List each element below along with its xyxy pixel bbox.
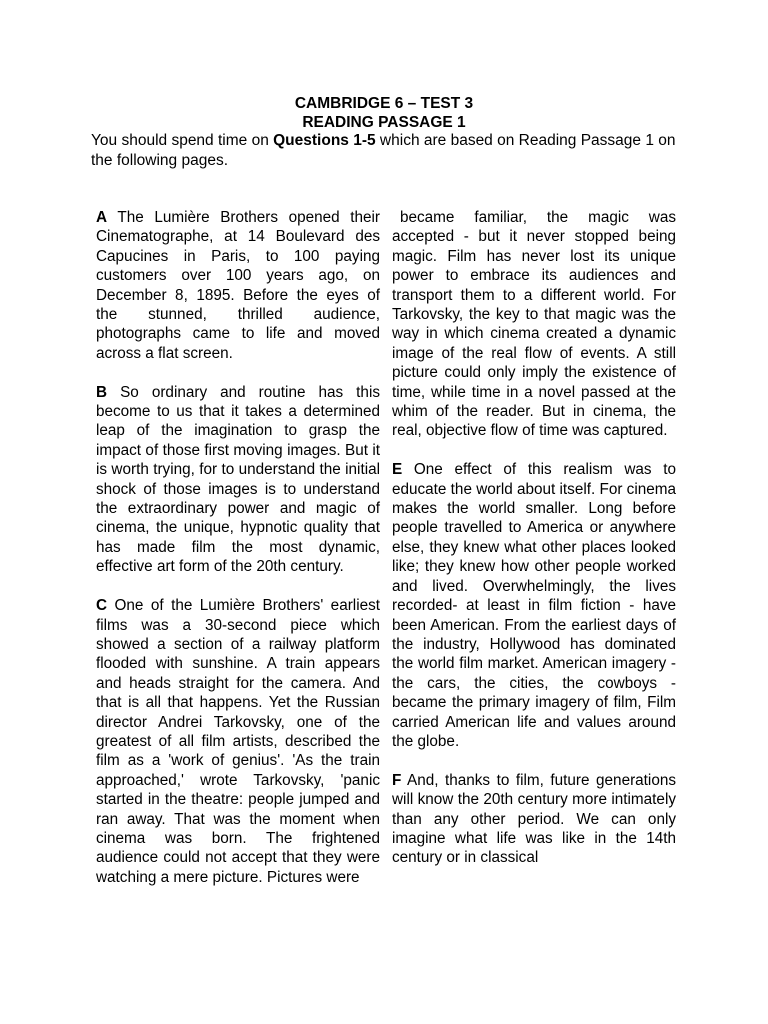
right-column bbox=[392, 208, 676, 887]
paragraph-a bbox=[96, 208, 380, 363]
test-title: CAMBRIDGE 6 – TEST 3 bbox=[294, 95, 474, 112]
paragraph-b bbox=[96, 383, 380, 577]
instructions-text-before: You should spend time on bbox=[91, 132, 274, 149]
paragraph-e-text: One effect of this realism was to educate the world about itself. For cinema makes the world smaller. Long before people travelled to America or anywhere else, they knew what other places looked like; they knew how other people worked and lived. Overwhelmingly, the lives recorded- at least in film fiction - have been American. From the earliest days of the industry, Hollywood has dominated the world film market. American imagery - the cars, the cities, the cowboys - became the primary imagery of film, Film carried American life and values around the globe. bbox=[392, 461, 676, 750]
paragraph-c bbox=[96, 596, 380, 887]
paragraph-e bbox=[392, 460, 676, 751]
paragraph-e-letter: E bbox=[392, 461, 403, 479]
paragraph-a-text: The Lumière Brothers opened their Cinematographe, at 14 Boulevard des Capucines in Paris, to 100 paying customers over 100 years ago, on December 8, 1895. Before the eyes of the stunned, thrilled audience, photographs came to life and moved across a flat screen. bbox=[96, 209, 380, 362]
paragraph-d-continued-text: became familiar, the magic was accepted - but it never stopped being magic. Film has never lost its unique power to embrace its audiences and transport them to a different world. For Tarkovsky, the key to that magic was the way in which cinema created a dynamic image of the real flow of events. A still picture could only imply the existence of time, while time in a novel passed at the whim of the reader. But in cinema, the real, objective flow of time was captured. bbox=[392, 209, 676, 440]
paragraph-c-letter: C bbox=[96, 597, 108, 615]
paragraph-f-text: And, thanks to film, future generations will know the 20th century more intimately than any other period. We can only imagine what life was like in the 14th century or in classical bbox=[392, 771, 676, 867]
paragraph-d-continued bbox=[392, 208, 676, 441]
passage-title: READING PASSAGE 1 bbox=[302, 114, 466, 131]
instructions bbox=[91, 131, 691, 171]
instructions-text-after: which are based on Reading Passage 1 on the following pages. bbox=[91, 132, 676, 169]
left-column bbox=[96, 208, 380, 907]
paragraph-b-letter: B bbox=[96, 383, 108, 401]
paragraph-c-text: One of the Lumière Brothers' earliest films was a 30-second piece which showed a section of a railway platform flooded with sunshine. A train appears and heads straight for the camera. And that is all that happens. Yet the Russian director Andrei Tarkovsky, one of the greatest of all film artists, described the film as a 'work of genius'. 'As the train approached,' wrote Tarkovsky, 'panic started in the theatre: people jumped and ran away. That was the moment when cinema was born. The frightened audience could not accept that they were watching a mere picture. Pictures were bbox=[96, 597, 380, 886]
paragraph-f bbox=[392, 771, 676, 868]
instructions-questions: Questions 1-5 bbox=[273, 132, 376, 149]
paragraph-a-letter: A bbox=[96, 209, 108, 226]
paragraph-b-text: So ordinary and routine has this become to us that it takes a determined leap of the imagination to grasp the impact of those first moving images. But it is worth trying, for to understand the initial shock of those images is to understand the extraordinary power and magic of cinema, the unique, hypnotic quality that has made film the most dynamic, effective art form of the 20th century. bbox=[96, 383, 380, 576]
paragraph-f-letter: F bbox=[392, 771, 402, 789]
